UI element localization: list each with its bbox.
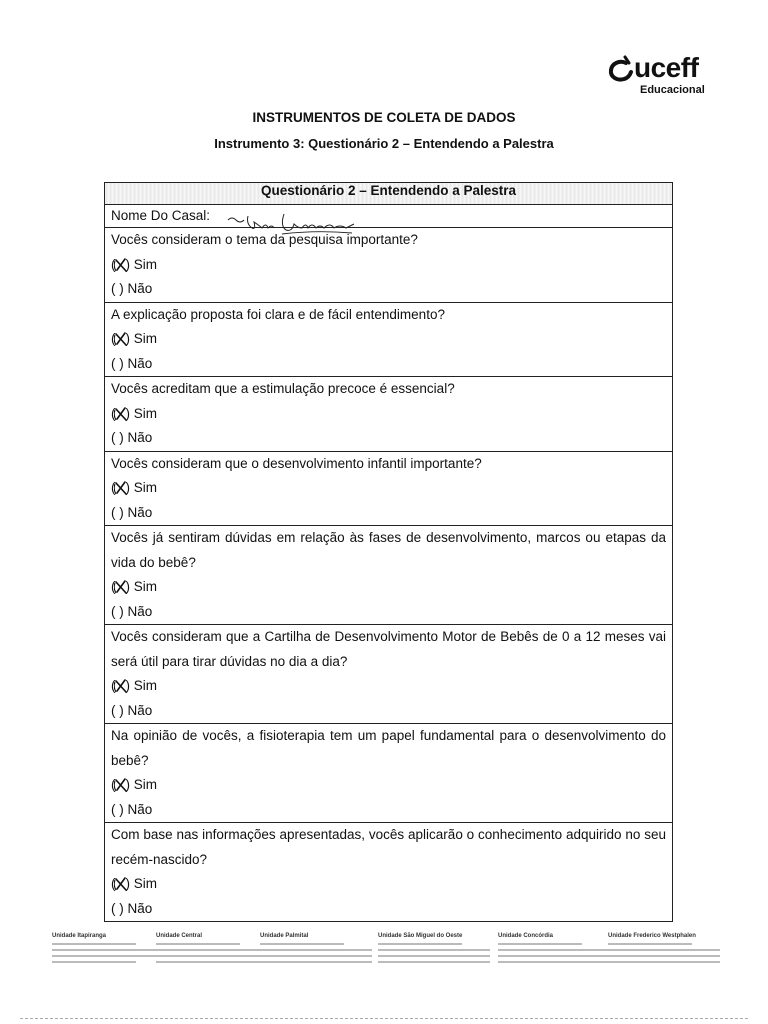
question-cell: [105, 302, 673, 377]
footer-unit: Unidade São Miguel do Oeste: [378, 933, 490, 963]
option-yes-prefix: (: [111, 777, 116, 792]
check-x-mark-icon: [114, 480, 128, 496]
option-no-prefix: ( ): [111, 355, 124, 371]
question-text: Vocês consideram que a Cartilha de Desenvolvimento Motor de Bebês de 0 a 12 meses vai será útil para tirar dúvidas no dia a dia?: [111, 629, 666, 669]
option-yes-label: Sim: [133, 579, 158, 594]
logo-subtitle: Educacional: [640, 84, 705, 96]
option-yes-suffix: ): [125, 876, 130, 891]
option-no-label: Não: [127, 702, 153, 718]
option-yes-label: Sim: [133, 480, 158, 495]
question-row: [105, 377, 673, 452]
footer-units: [52, 933, 732, 977]
option-no[interactable]: [111, 501, 666, 526]
footer-unit: Unidade Central: [156, 933, 268, 963]
option-no-label: Não: [127, 900, 153, 916]
question-text: Vocês consideram que o desenvolvimento infantil importante?: [111, 455, 482, 471]
option-no[interactable]: [111, 600, 666, 625]
option-no-prefix: ( ): [111, 702, 124, 718]
questions-body: [105, 228, 673, 922]
option-no-prefix: ( ): [111, 603, 124, 619]
option-no-label: Não: [127, 801, 153, 817]
option-no-prefix: ( ): [111, 430, 124, 445]
check-x-mark-icon: [114, 777, 128, 793]
option-no-label: Não: [127, 504, 153, 520]
question-cell: [105, 526, 673, 625]
check-x-mark-icon: [114, 257, 128, 273]
question-row: [105, 526, 673, 625]
footer-unit: Unidade Frederico Westphalen: [608, 933, 720, 963]
check-x-mark-icon: [114, 876, 128, 892]
option-yes-prefix: (: [111, 579, 116, 594]
option-yes-suffix: ): [125, 256, 130, 272]
option-no[interactable]: [111, 897, 666, 922]
check-x-mark-icon: [114, 579, 128, 595]
uceff-logo: [604, 52, 744, 100]
bottom-scan-line: [20, 1018, 748, 1019]
question-text: Vocês já sentiram dúvidas em relação às fases de desenvolvimento, marcos ou etapas da vida do bebê?: [111, 530, 666, 570]
question-row: [105, 302, 673, 377]
question-row: [105, 724, 673, 823]
option-yes-suffix: ): [125, 579, 130, 594]
question-text: Com base nas informações apresentadas, vocês aplicarão o conhecimento adquirido no seu recém-nascido?: [111, 827, 666, 867]
option-yes-suffix: ): [125, 405, 130, 421]
option-yes[interactable]: [111, 674, 666, 699]
option-yes-label: Sim: [133, 256, 158, 272]
option-yes-label: Sim: [133, 678, 158, 693]
option-yes[interactable]: [111, 327, 666, 352]
footer-unit: Unidade Concórdia: [498, 933, 610, 963]
question-text: Na opinião de vocês, a fisioterapia tem um papel fundamental para o desenvolvimento do bebê?: [111, 728, 666, 768]
option-yes-suffix: ): [125, 777, 130, 792]
option-no-prefix: ( ): [111, 504, 124, 520]
option-no[interactable]: [111, 699, 666, 724]
question-row: [105, 823, 673, 922]
option-no[interactable]: [111, 277, 666, 302]
questionnaire-table: [104, 182, 673, 922]
question-row: [105, 625, 673, 724]
option-yes-prefix: (: [111, 256, 116, 272]
option-yes-suffix: ): [125, 678, 130, 693]
check-x-mark-icon: [114, 678, 128, 694]
option-yes-prefix: (: [111, 876, 116, 891]
check-x-mark-icon: [114, 331, 128, 347]
question-text: A explicação proposta foi clara e de fácil entendimento?: [111, 306, 445, 322]
option-yes-label: Sim: [133, 876, 158, 891]
option-no[interactable]: [111, 798, 666, 823]
option-no[interactable]: [111, 352, 666, 377]
footer-unit: Unidade Itapiranga: [52, 933, 164, 963]
option-no-label: Não: [127, 430, 153, 445]
option-no-label: Não: [127, 355, 153, 371]
option-yes[interactable]: [111, 872, 666, 897]
option-no[interactable]: [111, 426, 666, 451]
option-yes[interactable]: [111, 253, 666, 278]
question-cell: [105, 724, 673, 823]
option-no-prefix: ( ): [111, 900, 124, 916]
option-yes[interactable]: [111, 476, 666, 501]
question-cell: [105, 823, 673, 922]
option-yes[interactable]: [111, 402, 666, 427]
uceff-logo-mark-icon: [606, 54, 634, 84]
question-cell: [105, 228, 673, 303]
question-text: Vocês consideram o tema da pesquisa importante?: [111, 232, 418, 247]
logo-wordmark: uceff: [634, 52, 699, 83]
option-yes-suffix: ): [125, 331, 130, 346]
handwritten-signature: [226, 210, 356, 236]
question-cell: [105, 625, 673, 724]
name-row: [105, 205, 673, 228]
question-row: [105, 228, 673, 303]
question-cell: [105, 451, 673, 526]
option-yes[interactable]: [111, 575, 666, 600]
option-yes-prefix: (: [111, 678, 116, 693]
option-yes[interactable]: [111, 773, 666, 798]
check-x-mark-icon: [114, 406, 128, 422]
question-cell: [105, 377, 673, 452]
option-no-label: Não: [127, 281, 153, 296]
question-text: Vocês acreditam que a estimulação precoce é essencial?: [111, 381, 455, 396]
option-no-prefix: ( ): [111, 801, 124, 817]
document-subtitle: Instrumento 3: Questionário 2 – Entendendo a Palestra: [214, 136, 554, 151]
option-yes-label: Sim: [133, 405, 158, 421]
option-yes-suffix: ): [125, 480, 130, 495]
questionnaire-heading: Questionário 2 – Entendendo a Palestra: [105, 183, 673, 205]
footer-unit: Unidade Palmital: [260, 933, 372, 963]
option-no-label: Não: [127, 603, 153, 619]
option-yes-label: Sim: [133, 331, 158, 346]
option-yes-label: Sim: [133, 777, 158, 792]
option-yes-prefix: (: [111, 331, 116, 346]
option-yes-prefix: (: [111, 405, 116, 421]
question-row: [105, 451, 673, 526]
document-title: INSTRUMENTOS DE COLETA DE DADOS: [252, 110, 516, 125]
option-yes-prefix: (: [111, 480, 116, 495]
option-no-prefix: ( ): [111, 281, 124, 296]
name-label: Nome Do Casal:: [111, 208, 211, 223]
